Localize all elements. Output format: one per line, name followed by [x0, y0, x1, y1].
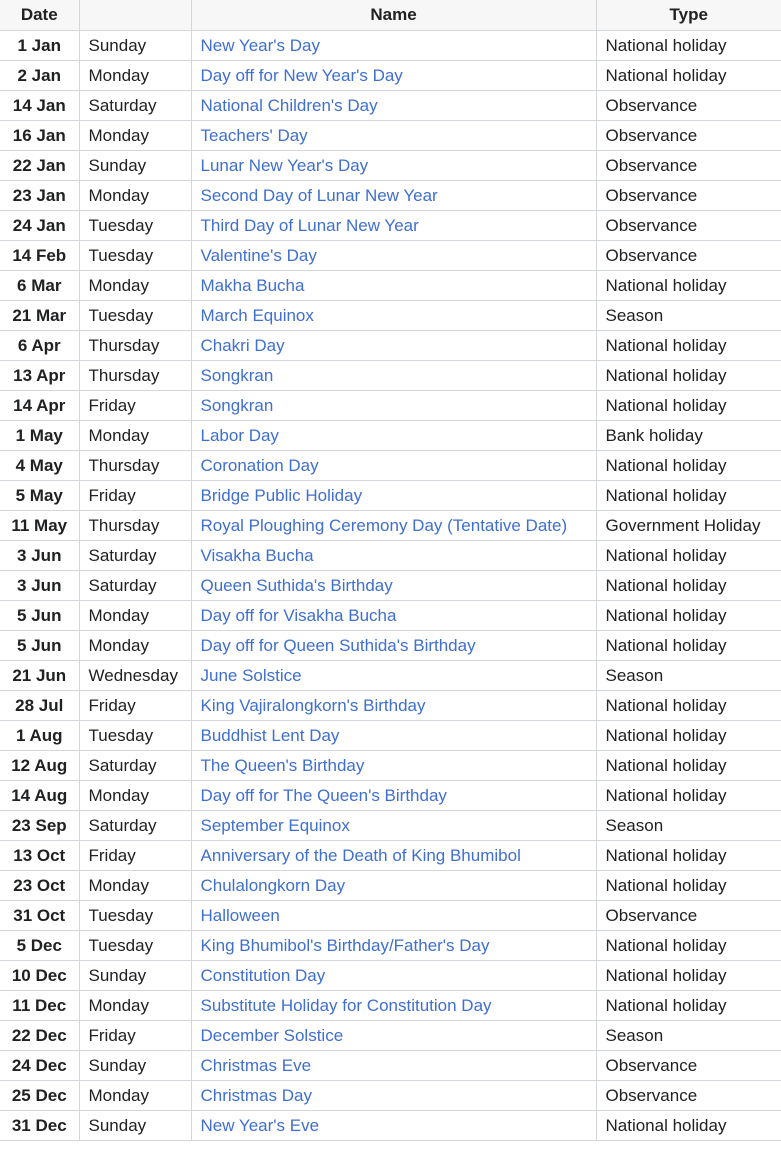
date-cell: 31 Oct — [0, 901, 79, 931]
table-row — [0, 31, 781, 61]
date-cell: 5 Dec — [0, 931, 79, 961]
table-row — [0, 61, 781, 91]
holiday-name-cell — [191, 661, 596, 691]
holiday-name-cell — [191, 121, 596, 151]
table-header — [0, 0, 781, 31]
weekday-cell: Sunday — [79, 31, 191, 61]
holiday-type-cell: Observance — [596, 1051, 781, 1081]
date-cell: 22 Jan — [0, 151, 79, 181]
weekday-cell: Friday — [79, 1021, 191, 1051]
table-row — [0, 571, 781, 601]
holiday-name-cell — [191, 181, 596, 211]
holiday-name-cell — [191, 961, 596, 991]
holiday-name-link[interactable]: Lunar New Year's Day — [200, 156, 369, 175]
holiday-name-cell — [191, 541, 596, 571]
column-header-day — [79, 0, 191, 31]
holiday-name-link[interactable]: Visakha Bucha — [200, 546, 314, 565]
table-row — [0, 151, 781, 181]
weekday-cell: Monday — [79, 991, 191, 1021]
date-cell: 1 Aug — [0, 721, 79, 751]
date-cell: 5 Jun — [0, 631, 79, 661]
holiday-type-cell: National holiday — [596, 721, 781, 751]
holiday-name-link[interactable]: Songkran — [200, 396, 274, 415]
holiday-name-link[interactable]: Buddhist Lent Day — [200, 726, 340, 745]
table-row — [0, 841, 781, 871]
table-row — [0, 601, 781, 631]
holiday-name-link[interactable]: September Equinox — [200, 816, 350, 835]
column-header-type[interactable]: Type — [596, 0, 781, 31]
holiday-name-link[interactable]: Substitute Holiday for Constitution Day — [200, 996, 492, 1015]
date-cell: 14 Apr — [0, 391, 79, 421]
holiday-name-cell — [191, 511, 596, 541]
table-row — [0, 1021, 781, 1051]
table-body — [0, 31, 781, 1141]
holiday-name-cell — [191, 271, 596, 301]
holiday-name-link[interactable]: Christmas Eve — [200, 1056, 312, 1075]
weekday-cell: Saturday — [79, 91, 191, 121]
holiday-type-cell: Observance — [596, 151, 781, 181]
table-row — [0, 811, 781, 841]
weekday-cell: Monday — [79, 61, 191, 91]
table-row — [0, 691, 781, 721]
date-cell: 21 Mar — [0, 301, 79, 331]
date-cell: 12 Aug — [0, 751, 79, 781]
weekday-cell: Friday — [79, 841, 191, 871]
holiday-type-cell: National holiday — [596, 331, 781, 361]
holiday-type-cell: National holiday — [596, 61, 781, 91]
table-row — [0, 1051, 781, 1081]
table-row — [0, 751, 781, 781]
date-cell: 2 Jan — [0, 61, 79, 91]
holiday-name-link[interactable]: New Year's Eve — [200, 1116, 320, 1135]
table-row — [0, 91, 781, 121]
holiday-name-link[interactable]: King Vajiralongkorn's Birthday — [200, 696, 426, 715]
weekday-cell: Monday — [79, 871, 191, 901]
holiday-name-link[interactable]: Labor Day — [200, 426, 279, 445]
weekday-cell: Thursday — [79, 331, 191, 361]
holiday-type-cell: National holiday — [596, 391, 781, 421]
date-cell: 21 Jun — [0, 661, 79, 691]
holiday-name-link[interactable]: June Solstice — [200, 666, 302, 685]
holiday-name-cell — [191, 211, 596, 241]
table-row — [0, 241, 781, 271]
holiday-name-cell — [191, 151, 596, 181]
date-cell: 25 Dec — [0, 1081, 79, 1111]
date-cell: 14 Feb — [0, 241, 79, 271]
table-row — [0, 361, 781, 391]
holiday-name-link[interactable]: Queen Suthida's Birthday — [200, 576, 393, 595]
holiday-type-cell: Observance — [596, 901, 781, 931]
weekday-cell: Saturday — [79, 811, 191, 841]
table-row — [0, 481, 781, 511]
holiday-name-link[interactable]: Bridge Public Holiday — [200, 486, 363, 505]
weekday-cell: Saturday — [79, 751, 191, 781]
holiday-name-cell — [191, 991, 596, 1021]
holiday-name-link[interactable]: Day off for New Year's Day — [200, 66, 403, 85]
weekday-cell: Monday — [79, 121, 191, 151]
table-row — [0, 721, 781, 751]
holiday-type-cell: Season — [596, 811, 781, 841]
holiday-name-cell — [191, 31, 596, 61]
table-row — [0, 631, 781, 661]
weekday-cell: Sunday — [79, 1051, 191, 1081]
holiday-name-cell — [191, 691, 596, 721]
holiday-name-link[interactable]: Valentine's Day — [200, 246, 317, 265]
holiday-type-cell: Observance — [596, 211, 781, 241]
holiday-type-cell: National holiday — [596, 1111, 781, 1141]
table-row — [0, 991, 781, 1021]
table-row — [0, 181, 781, 211]
holiday-name-link[interactable]: Chakri Day — [200, 336, 285, 355]
weekday-cell: Tuesday — [79, 241, 191, 271]
table-row — [0, 391, 781, 421]
weekday-cell: Monday — [79, 271, 191, 301]
holiday-name-cell — [191, 331, 596, 361]
table-row — [0, 511, 781, 541]
holiday-type-cell: Observance — [596, 121, 781, 151]
holiday-name-cell — [191, 571, 596, 601]
date-cell: 3 Jun — [0, 541, 79, 571]
date-cell: 23 Sep — [0, 811, 79, 841]
weekday-cell: Tuesday — [79, 901, 191, 931]
holiday-name-cell — [191, 1051, 596, 1081]
holiday-name-link[interactable]: King Bhumibol's Birthday/Father's Day — [200, 936, 490, 955]
date-cell: 4 May — [0, 451, 79, 481]
holiday-name-cell — [191, 1021, 596, 1051]
date-cell: 11 Dec — [0, 991, 79, 1021]
holiday-name-cell — [191, 361, 596, 391]
holiday-name-cell — [191, 391, 596, 421]
date-cell: 23 Oct — [0, 871, 79, 901]
date-cell: 28 Jul — [0, 691, 79, 721]
holiday-type-cell: National holiday — [596, 931, 781, 961]
weekday-cell: Sunday — [79, 1111, 191, 1141]
holiday-name-cell — [191, 751, 596, 781]
column-header-date[interactable]: Date — [0, 0, 79, 31]
holiday-type-cell: National holiday — [596, 481, 781, 511]
holiday-type-cell: National holiday — [596, 991, 781, 1021]
date-cell: 6 Apr — [0, 331, 79, 361]
table-row — [0, 301, 781, 331]
table-row — [0, 211, 781, 241]
date-cell: 14 Aug — [0, 781, 79, 811]
weekday-cell: Sunday — [79, 151, 191, 181]
holiday-name-cell — [191, 61, 596, 91]
date-cell: 31 Dec — [0, 1111, 79, 1141]
date-cell: 1 Jan — [0, 31, 79, 61]
holiday-type-cell: National holiday — [596, 751, 781, 781]
weekday-cell: Friday — [79, 691, 191, 721]
weekday-cell: Thursday — [79, 451, 191, 481]
holiday-type-cell: Season — [596, 1021, 781, 1051]
holiday-type-cell: Observance — [596, 1081, 781, 1111]
holiday-type-cell: National holiday — [596, 871, 781, 901]
table-row — [0, 421, 781, 451]
holiday-name-cell — [191, 1081, 596, 1111]
holiday-type-cell: National holiday — [596, 781, 781, 811]
holiday-name-link[interactable]: Day off for Visakha Bucha — [200, 606, 397, 625]
date-cell: 13 Oct — [0, 841, 79, 871]
weekday-cell: Tuesday — [79, 721, 191, 751]
date-cell: 10 Dec — [0, 961, 79, 991]
holiday-name-link[interactable]: Chulalongkorn Day — [200, 876, 346, 895]
holiday-type-cell: National holiday — [596, 961, 781, 991]
holiday-name-link[interactable]: Constitution Day — [200, 966, 326, 985]
holiday-name-link[interactable]: National Children's Day — [200, 96, 378, 115]
holiday-name-link[interactable]: Songkran — [200, 366, 274, 385]
table-row — [0, 901, 781, 931]
holiday-name-link[interactable]: Makha Bucha — [200, 276, 305, 295]
holiday-name-link[interactable]: The Queen's Birthday — [200, 756, 365, 775]
date-cell: 24 Dec — [0, 1051, 79, 1081]
table-row — [0, 271, 781, 301]
holiday-type-cell: National holiday — [596, 361, 781, 391]
holiday-type-cell: Observance — [596, 181, 781, 211]
table-row — [0, 931, 781, 961]
column-header-name[interactable]: Name — [191, 0, 596, 31]
holiday-name-link[interactable]: Day off for The Queen's Birthday — [200, 786, 447, 805]
holiday-name-cell — [191, 811, 596, 841]
table-row — [0, 781, 781, 811]
holiday-type-cell: National holiday — [596, 691, 781, 721]
date-cell: 23 Jan — [0, 181, 79, 211]
date-cell: 1 May — [0, 421, 79, 451]
holiday-name-link[interactable]: Day off for Queen Suthida's Birthday — [200, 636, 476, 655]
holiday-name-cell — [191, 1111, 596, 1141]
holiday-name-cell — [191, 841, 596, 871]
weekday-cell: Tuesday — [79, 931, 191, 961]
table-row — [0, 331, 781, 361]
weekday-cell: Saturday — [79, 571, 191, 601]
date-cell: 6 Mar — [0, 271, 79, 301]
holiday-type-cell: National holiday — [596, 601, 781, 631]
table-row — [0, 451, 781, 481]
holiday-type-cell: Season — [596, 301, 781, 331]
weekday-cell: Thursday — [79, 511, 191, 541]
holiday-type-cell: National holiday — [596, 31, 781, 61]
date-cell: 5 May — [0, 481, 79, 511]
holiday-name-cell — [191, 601, 596, 631]
holiday-name-link[interactable]: Second Day of Lunar New Year — [200, 186, 438, 205]
holiday-type-cell: Government Holiday — [596, 511, 781, 541]
holiday-type-cell: National holiday — [596, 631, 781, 661]
date-cell: 16 Jan — [0, 121, 79, 151]
weekday-cell: Monday — [79, 181, 191, 211]
holiday-type-cell: National holiday — [596, 571, 781, 601]
holiday-name-cell — [191, 871, 596, 901]
weekday-cell: Tuesday — [79, 211, 191, 241]
holiday-name-link[interactable]: March Equinox — [200, 306, 314, 325]
date-cell: 22 Dec — [0, 1021, 79, 1051]
holiday-name-link[interactable]: New Year's Day — [200, 36, 320, 55]
date-cell: 5 Jun — [0, 601, 79, 631]
holiday-type-cell: National holiday — [596, 271, 781, 301]
holiday-name-cell — [191, 301, 596, 331]
table-row — [0, 1081, 781, 1111]
holiday-name-link[interactable]: Royal Ploughing Ceremony Day (Tentative Date) — [200, 516, 568, 535]
holiday-name-link[interactable]: December Solstice — [200, 1026, 344, 1045]
holiday-type-cell: Season — [596, 661, 781, 691]
holiday-name-link[interactable]: Anniversary of the Death of King Bhumibol — [200, 846, 521, 865]
holiday-name-cell — [191, 241, 596, 271]
holiday-name-cell — [191, 631, 596, 661]
weekday-cell: Tuesday — [79, 301, 191, 331]
weekday-cell: Wednesday — [79, 661, 191, 691]
date-cell: 24 Jan — [0, 211, 79, 241]
table-row — [0, 121, 781, 151]
weekday-cell: Monday — [79, 631, 191, 661]
holiday-name-cell — [191, 931, 596, 961]
weekday-cell: Thursday — [79, 361, 191, 391]
date-cell: 3 Jun — [0, 571, 79, 601]
holiday-type-cell: Observance — [596, 241, 781, 271]
table-row — [0, 541, 781, 571]
holiday-name-cell — [191, 421, 596, 451]
holiday-name-link[interactable]: Teachers' Day — [200, 126, 308, 145]
holiday-name-cell — [191, 901, 596, 931]
holiday-type-cell: National holiday — [596, 451, 781, 481]
weekday-cell: Monday — [79, 601, 191, 631]
table-row — [0, 871, 781, 901]
weekday-cell: Monday — [79, 1081, 191, 1111]
holiday-name-cell — [191, 91, 596, 121]
holiday-name-link[interactable]: Coronation Day — [200, 456, 319, 475]
date-cell: 14 Jan — [0, 91, 79, 121]
holiday-type-cell: National holiday — [596, 541, 781, 571]
weekday-cell: Saturday — [79, 541, 191, 571]
table-row — [0, 661, 781, 691]
holiday-name-cell — [191, 451, 596, 481]
weekday-cell: Friday — [79, 481, 191, 511]
weekday-cell: Sunday — [79, 961, 191, 991]
holiday-name-link[interactable]: Christmas Day — [200, 1086, 312, 1105]
header-row — [0, 0, 781, 31]
table-row — [0, 961, 781, 991]
holiday-name-link[interactable]: Halloween — [200, 906, 280, 925]
weekday-cell: Monday — [79, 421, 191, 451]
holiday-name-cell — [191, 721, 596, 751]
holiday-name-link[interactable]: Third Day of Lunar New Year — [200, 216, 419, 235]
weekday-cell: Friday — [79, 391, 191, 421]
table-row — [0, 1111, 781, 1141]
holiday-type-cell: National holiday — [596, 841, 781, 871]
holiday-name-cell — [191, 481, 596, 511]
date-cell: 13 Apr — [0, 361, 79, 391]
holiday-type-cell: Observance — [596, 91, 781, 121]
holiday-type-cell: Bank holiday — [596, 421, 781, 451]
date-cell: 11 May — [0, 511, 79, 541]
weekday-cell: Monday — [79, 781, 191, 811]
holiday-name-cell — [191, 781, 596, 811]
